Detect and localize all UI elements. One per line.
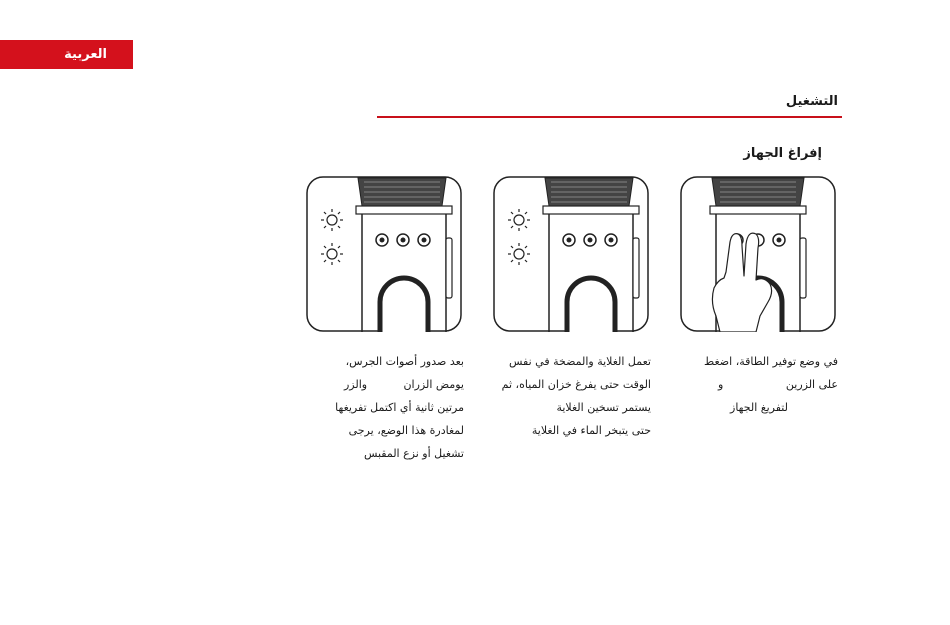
step-1-illustration xyxy=(680,176,836,332)
caption-fragment: يومض الزران xyxy=(403,378,464,391)
step-2-caption xyxy=(493,350,651,442)
step-3-caption xyxy=(306,350,464,465)
caption-line: تشغيل أو نزع المقبس xyxy=(363,447,464,460)
step-1-caption xyxy=(680,350,838,419)
section-divider xyxy=(377,116,842,118)
caption-line: يستمر تسخين الغلاية xyxy=(556,401,651,414)
caption-line: حتى يتبخر الماء في الغلاية xyxy=(531,424,651,437)
section-title: التشغيل xyxy=(785,94,838,109)
caption-fragment: والزر xyxy=(344,378,368,391)
machine-illustration-icon xyxy=(306,176,462,332)
subsection-title: إفراغ الجهاز xyxy=(743,146,822,161)
caption-line xyxy=(306,373,464,396)
machine-illustration-icon xyxy=(493,176,649,332)
step-2-illustration xyxy=(493,176,649,332)
caption-line: الوقت حتى يفرغ خزان المياه، ثم xyxy=(501,378,651,391)
caption-line: لمغادرة هذا الوضع، يرجى xyxy=(348,424,464,437)
machine-illustration-icon xyxy=(680,176,836,332)
step-3-illustration xyxy=(306,176,462,332)
caption-fragment: على الزرين xyxy=(785,378,838,391)
caption-line: لتفريغ الجهاز xyxy=(730,401,788,414)
caption-line: في وضع توفير الطاقة، اضغط xyxy=(704,355,838,368)
caption-line: مرتين ثانية أي اكتمل تفريغها xyxy=(335,401,464,414)
caption-line xyxy=(680,373,838,396)
language-tab[interactable]: العربية xyxy=(0,40,133,69)
caption-line: بعد صدور أصوات الجرس، xyxy=(345,355,464,368)
caption-fragment: و xyxy=(718,378,724,391)
caption-line: تعمل الغلاية والمضخة في نفس xyxy=(509,355,651,368)
